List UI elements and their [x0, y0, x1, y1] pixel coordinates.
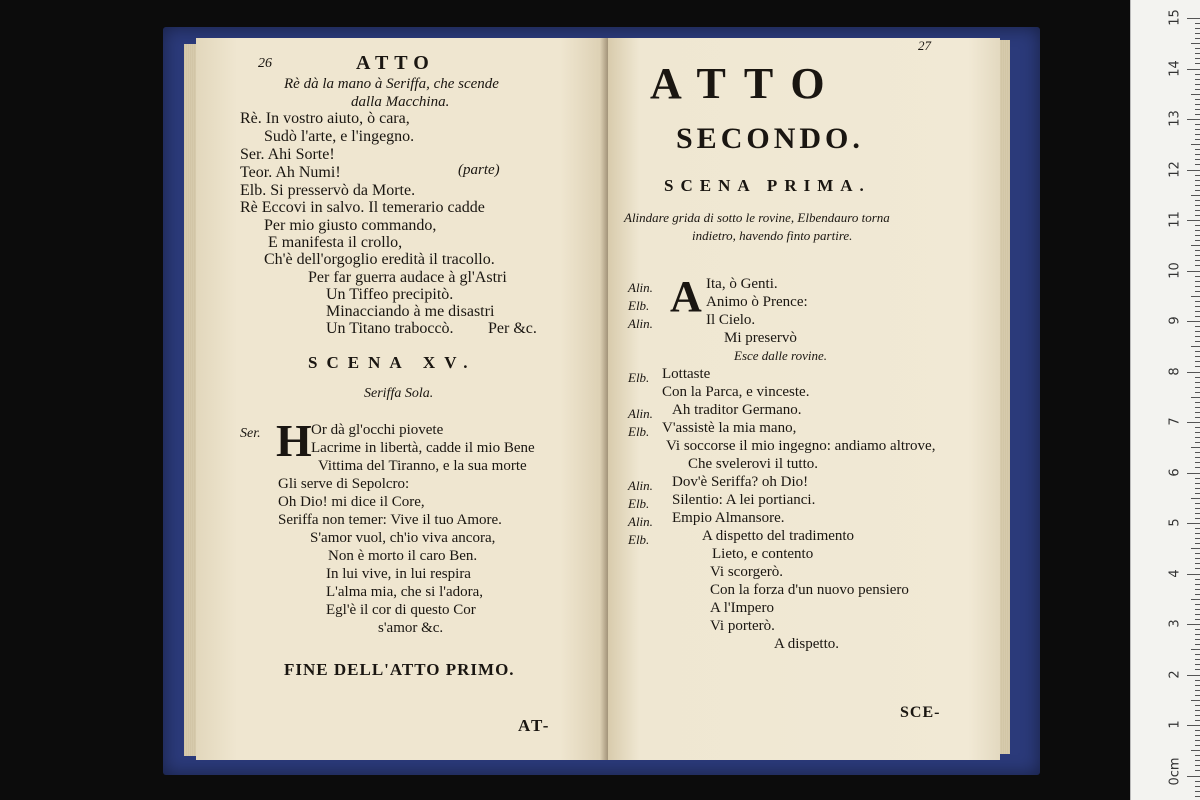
- dialogue-line: Lottaste: [662, 366, 711, 382]
- ruler-tick: [1195, 250, 1200, 251]
- ruler-tick: [1195, 149, 1200, 150]
- ruler-tick: [1195, 159, 1200, 160]
- ruler-tick: [1195, 513, 1200, 514]
- ruler-tick: [1195, 79, 1200, 80]
- ruler-label: 6: [1167, 467, 1183, 477]
- ruler-label: 9: [1167, 316, 1183, 325]
- ruler-tick: [1191, 195, 1200, 196]
- verse-line: Rè. In vostro aiuto, ò cara,: [240, 110, 410, 127]
- ruler-tick: [1195, 690, 1200, 691]
- verse-line: Rè Eccovi in salvo. Il temerario cadde: [240, 199, 485, 216]
- ruler-tick: [1195, 99, 1200, 100]
- ruler-tick: [1195, 23, 1200, 24]
- ruler-tick: [1195, 563, 1200, 564]
- ruler-tick: [1187, 372, 1200, 373]
- ruler-tick: [1195, 715, 1200, 716]
- ruler-tick: [1195, 705, 1200, 706]
- verse-line: Non è morto il caro Ben.: [328, 548, 478, 564]
- verse-line: Un Tiffeo precipitò.: [326, 286, 454, 303]
- ruler-tick: [1195, 639, 1200, 640]
- ruler-tick: [1187, 422, 1200, 423]
- ruler-tick: [1195, 619, 1200, 620]
- ruler-tick: [1195, 240, 1200, 241]
- dialogue-line: Ita, ò Genti.: [706, 276, 778, 292]
- stage-direction-parte: (parte): [458, 162, 500, 178]
- ruler-label: 2: [1167, 669, 1183, 679]
- ruler-tick: [1195, 28, 1200, 29]
- ruler-tick: [1195, 760, 1200, 761]
- verse-line: In lui vive, in lui respira: [326, 566, 471, 582]
- ruler-tick: [1195, 190, 1200, 191]
- ruler-label: 11: [1167, 211, 1183, 228]
- drop-cap-letter: A: [670, 272, 702, 321]
- ruler-tick: [1187, 271, 1200, 272]
- ruler-tick: [1195, 89, 1200, 90]
- ruler-tick: [1195, 594, 1200, 595]
- ruler-tick: [1195, 695, 1200, 696]
- ruler-tick: [1191, 447, 1200, 448]
- ruler-label: 3: [1167, 619, 1183, 628]
- ruler-tick: [1191, 245, 1200, 246]
- ruler-tick: [1187, 523, 1200, 524]
- verse-line: L'alma mia, che si l'adora,: [326, 584, 484, 600]
- ruler-tick: [1195, 306, 1200, 307]
- ruler-tick: [1195, 104, 1200, 105]
- ruler-tick: [1195, 235, 1200, 236]
- ruler-tick: [1195, 710, 1200, 711]
- speaker-label: Elb.: [628, 532, 650, 547]
- verse-line: Teor. Ah Numi!: [240, 164, 341, 181]
- ruler-tick: [1191, 296, 1200, 297]
- speaker-label: Elb.: [628, 370, 650, 385]
- ruler-tick: [1195, 326, 1200, 327]
- ruler-tick: [1187, 119, 1200, 120]
- ruler-tick: [1195, 265, 1200, 266]
- ruler-tick: [1195, 154, 1200, 155]
- speaker-label: Elb.: [628, 496, 650, 511]
- verse-line: Seriffa non temer: Vive il tuo Amore.: [278, 512, 502, 528]
- ruler-tick: [1195, 457, 1200, 458]
- catchword-right: SCE-: [900, 704, 941, 721]
- ruler-tick: [1187, 473, 1200, 474]
- stage-direction: Esce dalle rovine.: [734, 348, 828, 363]
- verse-line: Egl'è il cor di questo Cor: [326, 602, 476, 618]
- ruler-tick: [1195, 629, 1200, 630]
- ruler-tick: [1195, 58, 1200, 59]
- ruler-tick: [1195, 33, 1200, 34]
- ruler-tick: [1195, 568, 1200, 569]
- right-page: [608, 38, 1000, 760]
- ruler-tick: [1195, 74, 1200, 75]
- ruler-tick: [1187, 220, 1200, 221]
- ruler-tick: [1195, 493, 1200, 494]
- ruler-tick: [1195, 124, 1200, 125]
- ruler-tick: [1195, 770, 1200, 771]
- ruler-tick: [1195, 281, 1200, 282]
- ruler-tick: [1187, 69, 1200, 70]
- stage-direction-line-1: Rè dà la mano à Seriffa, che scende: [284, 76, 499, 92]
- ruler-tick: [1195, 503, 1200, 504]
- speaker-label: Ser.: [240, 426, 261, 441]
- ruler-tick: [1195, 604, 1200, 605]
- verse-line: Minacciando à me disastri: [326, 303, 495, 320]
- dialogue-line: Vi soccorse il mio ingegno: andiamo altrove,: [666, 438, 936, 454]
- ruler-tick: [1195, 291, 1200, 292]
- ruler-tick: [1195, 669, 1200, 670]
- ruler-tick: [1187, 624, 1200, 625]
- dialogue-line: Silentio: A lei portianci.: [672, 492, 816, 508]
- ruler-tick: [1195, 225, 1200, 226]
- speaker-label: Alin.: [628, 316, 653, 331]
- stage-direction-line-2: dalla Macchina.: [351, 94, 450, 110]
- ruler-tick: [1195, 533, 1200, 534]
- measurement-ruler: [1130, 0, 1200, 800]
- ruler-tick: [1195, 276, 1200, 277]
- ruler-tick: [1195, 781, 1200, 782]
- stage-direction-line-2: indietro, havendo finto partire.: [692, 228, 853, 243]
- speaker-label: Elb.: [628, 298, 650, 313]
- ruler-tick: [1195, 180, 1200, 181]
- ruler-tick: [1191, 346, 1200, 347]
- ruler-tick: [1195, 351, 1200, 352]
- ruler-tick: [1187, 321, 1200, 322]
- dialogue-line: A dispetto del tradimento: [702, 528, 855, 544]
- scene-subtitle: Seriffa Sola.: [364, 386, 434, 401]
- ruler-tick: [1195, 579, 1200, 580]
- verse-line: S'amor vuol, ch'io viva ancora,: [310, 530, 496, 546]
- ruler-tick: [1195, 412, 1200, 413]
- ruler-tick: [1195, 356, 1200, 357]
- ruler-tick: [1187, 675, 1200, 676]
- ruler-tick: [1195, 387, 1200, 388]
- ruler-tick: [1195, 518, 1200, 519]
- fine-atto-primo: FINE DELL'ATTO PRIMO.: [284, 660, 515, 679]
- ruler-tick: [1195, 765, 1200, 766]
- ruler-label: 4: [1167, 568, 1183, 578]
- catchword-left: AT-: [518, 716, 551, 735]
- dialogue-line: Mi preservò: [724, 330, 797, 346]
- dialogue-line: Il Cielo.: [706, 312, 756, 328]
- ruler-tick: [1195, 452, 1200, 453]
- ruler-tick: [1195, 634, 1200, 635]
- ruler-tick: [1195, 134, 1200, 135]
- ruler-tick: [1195, 84, 1200, 85]
- ruler-tick: [1195, 664, 1200, 665]
- ruler-tick: [1195, 286, 1200, 287]
- ruler-tick: [1191, 144, 1200, 145]
- ruler-tick: [1187, 574, 1200, 575]
- ruler-tick: [1195, 791, 1200, 792]
- ruler-tick: [1195, 215, 1200, 216]
- ruler-tick: [1195, 740, 1200, 741]
- ruler-tick: [1195, 553, 1200, 554]
- speaker-label: Alin.: [628, 514, 653, 529]
- ruler-label: 5: [1167, 518, 1183, 527]
- ruler-tick: [1195, 680, 1200, 681]
- ruler-tick: [1195, 462, 1200, 463]
- ruler-label: 1: [1167, 720, 1183, 729]
- ruler-tick: [1195, 139, 1200, 140]
- ruler-tick: [1195, 402, 1200, 403]
- ruler-tick: [1195, 255, 1200, 256]
- ruler-tick: [1195, 730, 1200, 731]
- ruler-tick: [1191, 750, 1200, 751]
- ruler-tick: [1195, 659, 1200, 660]
- ruler-label: 0cm: [1167, 756, 1183, 785]
- ruler-tick: [1195, 230, 1200, 231]
- verse-line: Ch'è dell'orgoglio eredità il tracollo.: [264, 251, 495, 268]
- ruler-tick: [1195, 361, 1200, 362]
- ruler-tick: [1195, 720, 1200, 721]
- ruler-label: 14: [1167, 59, 1183, 77]
- ruler-tick: [1195, 786, 1200, 787]
- ruler-tick: [1195, 392, 1200, 393]
- verse-line: Oh Dio! mi dice il Core,: [278, 494, 425, 510]
- ruler-tick: [1195, 200, 1200, 201]
- ruler-tick: [1195, 164, 1200, 165]
- scene-heading-right: SCENA PRIMA.: [664, 176, 871, 195]
- ruler-tick: [1195, 366, 1200, 367]
- ruler-tick: [1195, 377, 1200, 378]
- ruler-tick: [1195, 109, 1200, 110]
- ruler-tick: [1195, 528, 1200, 529]
- page-number-left: 26: [258, 56, 272, 71]
- drop-cap-letter: H: [276, 415, 312, 466]
- ruler-tick: [1195, 745, 1200, 746]
- ruler-tick: [1195, 129, 1200, 130]
- ruler-tick: [1187, 776, 1200, 777]
- ruler-tick: [1195, 114, 1200, 115]
- verse-line: Vittima del Tiranno, e la sua morte: [318, 458, 527, 474]
- dialogue-line: A dispetto.: [774, 636, 840, 652]
- speaker-label: Alin.: [628, 478, 653, 493]
- verse-line: Per far guerra audace à gl'Astri: [308, 269, 507, 286]
- ruler-tick: [1195, 63, 1200, 64]
- dialogue-line: Che svelerovi il tutto.: [688, 456, 818, 472]
- verse-line: Gli serve di Sepolcro:: [278, 476, 410, 492]
- ruler-tick: [1195, 427, 1200, 428]
- dialogue-line: Vi porterò.: [710, 618, 775, 634]
- dialogue-line: Vi scorgerò.: [710, 564, 783, 580]
- dialogue-line: Con la forza d'un nuovo pensiero: [710, 582, 909, 598]
- ruler-tick: [1195, 478, 1200, 479]
- dialogue-line: V'assistè la mia mano,: [662, 420, 797, 436]
- verse-line: Or dà gl'occhi piovete: [311, 422, 444, 438]
- ruler-tick: [1187, 18, 1200, 19]
- ruler-tick: [1195, 467, 1200, 468]
- speaker-label: Elb.: [628, 424, 650, 439]
- ruler-label: 13: [1167, 110, 1183, 127]
- ruler-tick: [1195, 48, 1200, 49]
- ruler-tick: [1195, 584, 1200, 585]
- ruler-tick: [1195, 53, 1200, 54]
- speaker-label: Alin.: [628, 280, 653, 295]
- ruler-tick: [1195, 654, 1200, 655]
- ruler-tick: [1195, 331, 1200, 332]
- ruler-tick: [1195, 735, 1200, 736]
- ruler-tick: [1195, 311, 1200, 312]
- verse-line: E manifesta il crollo,: [268, 234, 403, 251]
- ruler-tick: [1195, 755, 1200, 756]
- scene-title: SCENA XV.: [308, 353, 477, 372]
- dialogue-line: Lieto, e contento: [712, 546, 814, 562]
- speaker-label: Alin.: [628, 406, 653, 421]
- ruler-tick: [1191, 599, 1200, 600]
- ruler-tick: [1195, 260, 1200, 261]
- ruler-tick: [1195, 382, 1200, 383]
- ruler-tick: [1195, 185, 1200, 186]
- ruler-tick: [1195, 341, 1200, 342]
- ruler-tick: [1191, 43, 1200, 44]
- ruler-label: 15: [1167, 9, 1183, 26]
- ruler-tick: [1195, 432, 1200, 433]
- ruler-tick: [1191, 94, 1200, 95]
- act-number-heading: SECONDO.: [676, 122, 864, 155]
- ruler-tick: [1195, 589, 1200, 590]
- verse-line: Ser. Ahi Sorte!: [240, 146, 335, 163]
- dialogue-line: Empio Almansore.: [672, 510, 785, 526]
- ruler-tick: [1187, 170, 1200, 171]
- ruler-tick: [1187, 725, 1200, 726]
- verse-line: Elb. Si presservò da Morte.: [240, 182, 416, 199]
- ruler-tick: [1191, 700, 1200, 701]
- dialogue-line: Dov'è Seriffa? oh Dio!: [672, 474, 809, 490]
- ruler-tick: [1195, 538, 1200, 539]
- running-head-left: ATTO: [356, 52, 435, 74]
- ruler-tick: [1195, 644, 1200, 645]
- verse-line: Sudò l'arte, e l'ingegno.: [264, 128, 415, 145]
- verse-line: s'amor &c.: [378, 620, 444, 636]
- ruler-tick: [1191, 498, 1200, 499]
- left-page: [196, 38, 610, 760]
- ruler-tick: [1195, 437, 1200, 438]
- stage-direction-line-1: Alindare grida di sotto le rovine, Elbendauro torna: [624, 210, 890, 225]
- dialogue-line: Animo ò Prence:: [706, 294, 808, 310]
- ruler-tick: [1195, 210, 1200, 211]
- ruler-tick: [1195, 796, 1200, 797]
- ruler-tick: [1195, 38, 1200, 39]
- ruler-tick: [1195, 205, 1200, 206]
- ruler-label: 8: [1167, 366, 1183, 376]
- ruler-label: 12: [1167, 160, 1183, 178]
- ruler-tick: [1195, 316, 1200, 317]
- ruler-tick: [1195, 483, 1200, 484]
- ruler-tick: [1195, 508, 1200, 509]
- ruler-tick: [1191, 548, 1200, 549]
- ruler-tick: [1195, 609, 1200, 610]
- ruler-tick: [1195, 685, 1200, 686]
- act-heading: ATTO: [650, 59, 843, 108]
- ruler-tick: [1195, 558, 1200, 559]
- ruler-tick: [1195, 301, 1200, 302]
- verse-line: Lacrime in libertà, cadde il mio Bene: [311, 440, 535, 456]
- dialogue-line: Con la Parca, e vinceste.: [662, 384, 810, 400]
- ruler-tick: [1195, 543, 1200, 544]
- ruler-tick: [1195, 407, 1200, 408]
- ruler-tick: [1195, 417, 1200, 418]
- ruler-tick: [1191, 649, 1200, 650]
- ruler-tick: [1195, 336, 1200, 337]
- page-number-right: 27: [918, 38, 931, 53]
- verse-line: Un Titano traboccò.: [326, 320, 454, 337]
- verse-line: Per &c.: [488, 320, 537, 337]
- ruler-tick: [1195, 442, 1200, 443]
- verse-line: Per mio giusto commando,: [264, 217, 437, 234]
- dialogue-line: Ah traditor Germano.: [672, 402, 802, 418]
- ruler-tick: [1195, 614, 1200, 615]
- ruler-label: 10: [1167, 261, 1183, 279]
- ruler-label: 7: [1167, 417, 1183, 426]
- ruler-tick: [1191, 397, 1200, 398]
- ruler-tick: [1195, 175, 1200, 176]
- ruler-tick: [1195, 488, 1200, 489]
- dialogue-line: A l'Impero: [710, 600, 774, 616]
